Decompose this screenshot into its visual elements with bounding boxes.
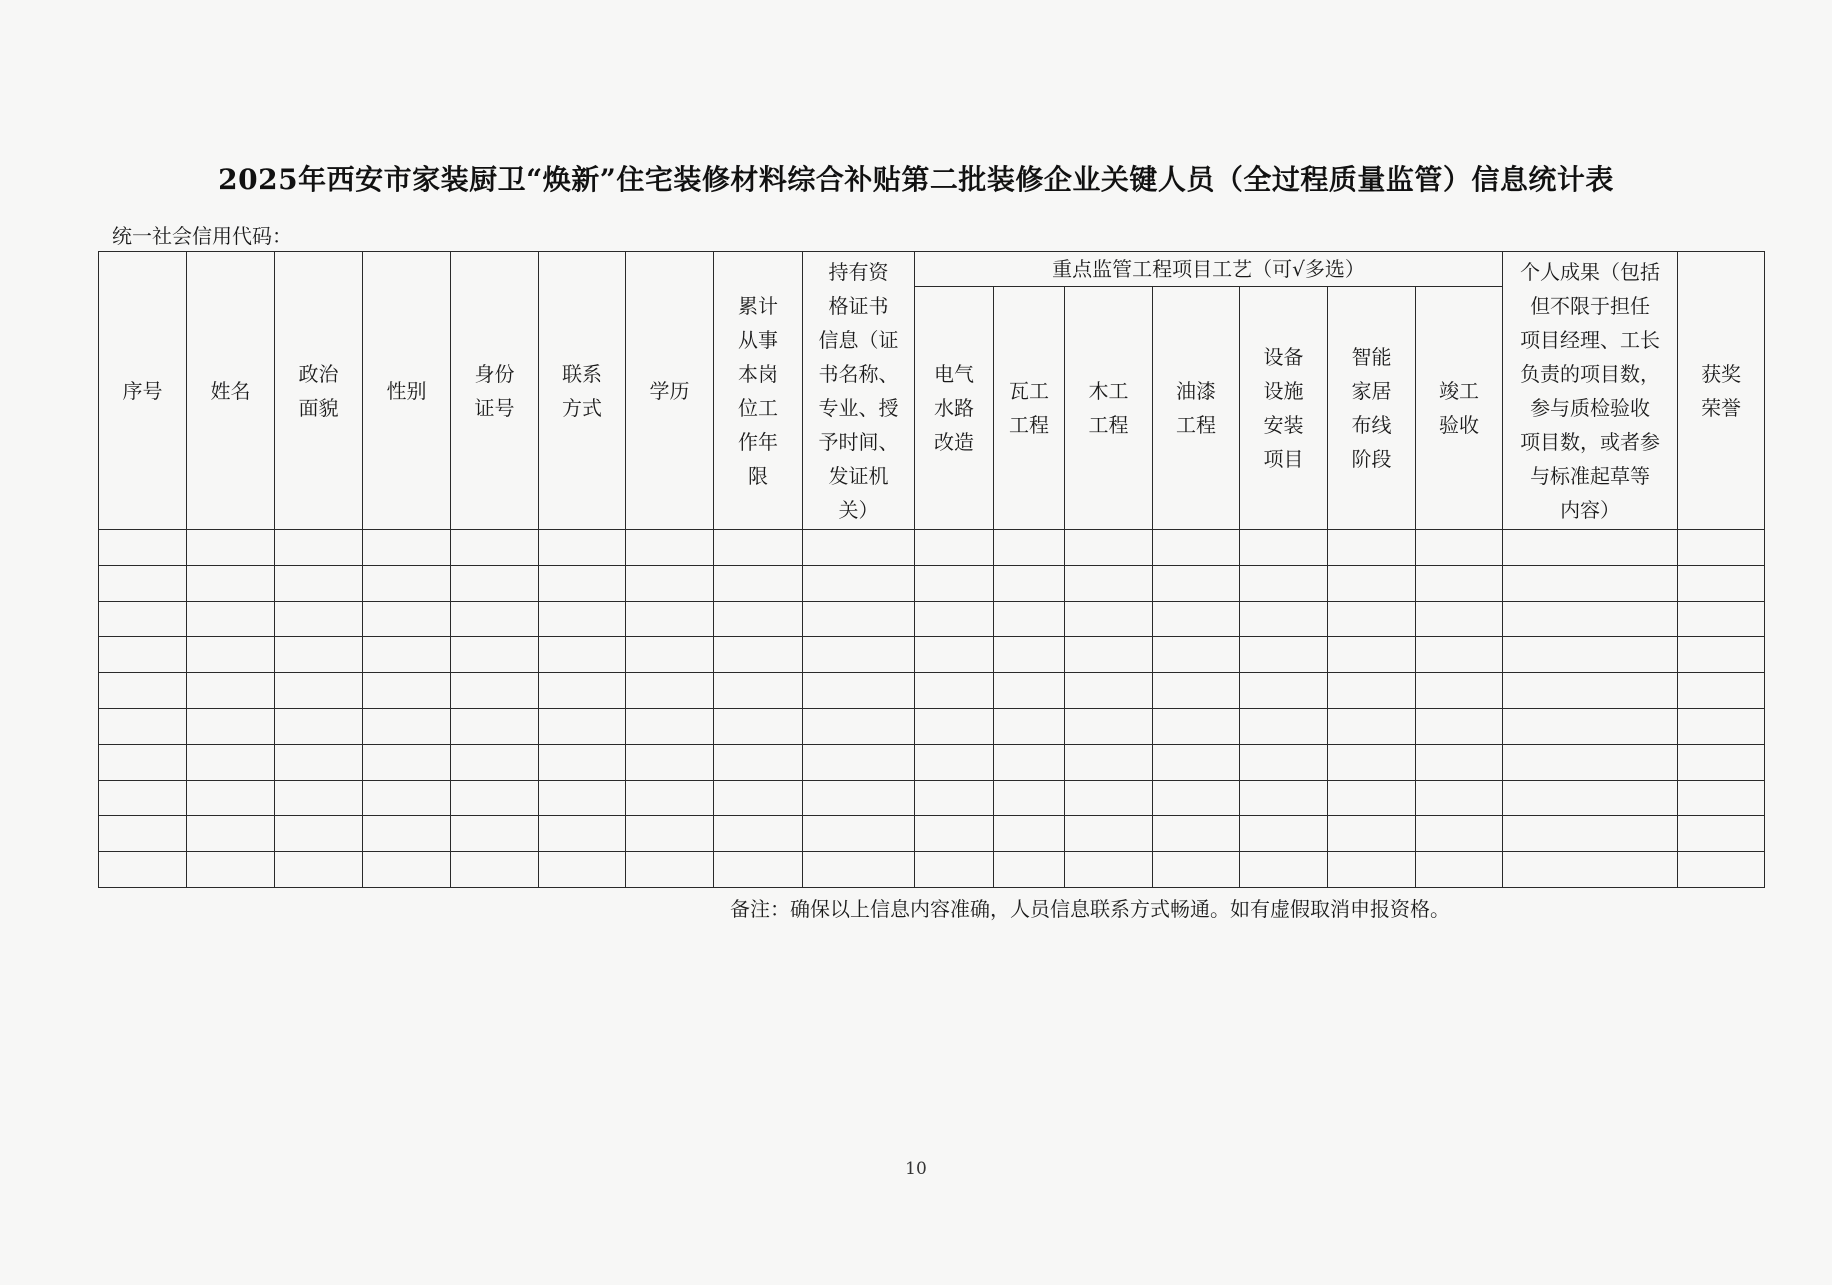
table-row (99, 601, 1765, 637)
table-cell[interactable] (626, 565, 714, 601)
col-header-education: 学历 (626, 252, 714, 530)
table-cell[interactable] (714, 852, 803, 888)
table-cell[interactable] (363, 780, 451, 816)
table-cell[interactable] (1503, 744, 1678, 780)
table-cell[interactable] (363, 530, 451, 566)
table-cell[interactable] (363, 744, 451, 780)
table-cell[interactable] (1153, 565, 1240, 601)
table-cell[interactable] (1240, 780, 1328, 816)
table-cell[interactable] (363, 708, 451, 744)
page-number: 10 (905, 1159, 927, 1179)
table-cell[interactable] (1328, 816, 1416, 852)
table-cell[interactable] (1153, 601, 1240, 637)
sub-header-carpentry: 木工 工程 (1065, 287, 1153, 530)
table-cell[interactable] (1065, 565, 1153, 601)
table-cell[interactable] (1240, 673, 1328, 709)
table-cell[interactable] (994, 780, 1065, 816)
table-cell[interactable] (1503, 852, 1678, 888)
table-cell[interactable] (1416, 637, 1503, 673)
table-cell[interactable] (187, 852, 275, 888)
table-cell[interactable] (539, 708, 626, 744)
table-cell[interactable] (1503, 780, 1678, 816)
table-cell[interactable] (1678, 744, 1765, 780)
table-cell[interactable] (915, 780, 994, 816)
table-cell[interactable] (187, 816, 275, 852)
table-cell[interactable] (1416, 708, 1503, 744)
table-cell[interactable] (626, 852, 714, 888)
table-cell[interactable] (363, 565, 451, 601)
table-cell[interactable] (1328, 530, 1416, 566)
table-cell[interactable] (451, 637, 539, 673)
table-row (99, 565, 1765, 601)
table-cell[interactable] (626, 780, 714, 816)
table-row (99, 708, 1765, 744)
table-cell[interactable] (803, 673, 915, 709)
sub-header-electrical-plumbing: 电气 水路 改造 (915, 287, 994, 530)
table-cell[interactable] (915, 565, 994, 601)
table-cell[interactable] (915, 708, 994, 744)
remark-note: 备注：确保以上信息内容准确，人员信息联系方式畅通。如有虚假取消申报资格。 (730, 897, 1450, 921)
table-cell[interactable] (1678, 637, 1765, 673)
table-cell[interactable] (1153, 708, 1240, 744)
table-cell[interactable] (363, 816, 451, 852)
table-cell[interactable] (99, 530, 187, 566)
table-cell[interactable] (1328, 852, 1416, 888)
table-cell[interactable] (803, 601, 915, 637)
table-cell[interactable] (1416, 530, 1503, 566)
table-cell[interactable] (451, 530, 539, 566)
table-cell[interactable] (1503, 816, 1678, 852)
table-cell[interactable] (803, 852, 915, 888)
sub-header-smart-home-wiring: 智能 家居 布线 阶段 (1328, 287, 1416, 530)
table-cell[interactable] (451, 565, 539, 601)
table-cell[interactable] (187, 637, 275, 673)
table-cell[interactable] (1416, 565, 1503, 601)
table-cell[interactable] (1678, 601, 1765, 637)
table-cell[interactable] (1328, 780, 1416, 816)
table-cell[interactable] (1328, 708, 1416, 744)
table-cell[interactable] (1678, 780, 1765, 816)
table-cell[interactable] (363, 637, 451, 673)
table-cell[interactable] (1240, 744, 1328, 780)
table-cell[interactable] (451, 744, 539, 780)
table-cell[interactable] (1678, 816, 1765, 852)
table-row (99, 744, 1765, 780)
table-cell[interactable] (99, 852, 187, 888)
table-cell[interactable] (187, 708, 275, 744)
col-header-name: 姓名 (187, 252, 275, 530)
table-cell[interactable] (803, 530, 915, 566)
table-row (99, 530, 1765, 566)
table-cell[interactable] (626, 816, 714, 852)
table-cell[interactable] (1503, 637, 1678, 673)
table-cell[interactable] (1240, 565, 1328, 601)
table-cell[interactable] (714, 780, 803, 816)
table-cell[interactable] (275, 530, 363, 566)
table-cell[interactable] (994, 637, 1065, 673)
table-cell[interactable] (1153, 744, 1240, 780)
table-cell[interactable] (99, 673, 187, 709)
table-cell[interactable] (1416, 852, 1503, 888)
table-cell[interactable] (451, 601, 539, 637)
table-cell[interactable] (1065, 744, 1153, 780)
table-cell[interactable] (275, 565, 363, 601)
table-body (99, 530, 1765, 888)
table-cell[interactable] (275, 744, 363, 780)
table-cell[interactable] (275, 780, 363, 816)
table-cell[interactable] (714, 673, 803, 709)
table-cell[interactable] (1416, 780, 1503, 816)
table-cell[interactable] (539, 744, 626, 780)
table-row (99, 816, 1765, 852)
table-cell[interactable] (187, 780, 275, 816)
document-title: 2025年西安市家装厨卫“焕新”住宅装修材料综合补贴第二批装修企业关键人员（全过程质量监管）信息统计表 (218, 163, 1614, 196)
table-cell[interactable] (99, 601, 187, 637)
table-cell[interactable] (99, 780, 187, 816)
table-cell[interactable] (915, 601, 994, 637)
table-row (99, 637, 1765, 673)
col-header-certificates: 持有资 格证书 信息（证 书名称、 专业、授 予时间、 发证机 关） (803, 252, 915, 530)
table-cell[interactable] (539, 816, 626, 852)
table-cell[interactable] (1153, 637, 1240, 673)
col-header-id-number: 身份 证号 (451, 252, 539, 530)
table-cell[interactable] (539, 530, 626, 566)
table-cell[interactable] (1240, 530, 1328, 566)
col-header-awards: 获奖 荣誉 (1678, 252, 1765, 530)
table-cell[interactable] (1153, 780, 1240, 816)
table-cell[interactable] (994, 565, 1065, 601)
table-cell[interactable] (626, 637, 714, 673)
table-header-row-1 (99, 252, 1765, 287)
table-cell[interactable] (1240, 637, 1328, 673)
sub-header-painting: 油漆 工程 (1153, 287, 1240, 530)
table-cell[interactable] (1153, 816, 1240, 852)
table-cell[interactable] (1065, 852, 1153, 888)
table-cell[interactable] (539, 637, 626, 673)
table-cell[interactable] (539, 673, 626, 709)
table-cell[interactable] (1328, 565, 1416, 601)
table-cell[interactable] (714, 708, 803, 744)
table-cell[interactable] (915, 852, 994, 888)
personnel-stats-table (98, 251, 1765, 888)
table-cell[interactable] (99, 565, 187, 601)
table-cell[interactable] (714, 565, 803, 601)
table-cell[interactable] (1416, 601, 1503, 637)
table-cell[interactable] (1503, 565, 1678, 601)
table-row (99, 852, 1765, 888)
table-cell[interactable] (626, 708, 714, 744)
table-cell[interactable] (187, 530, 275, 566)
col-header-serial: 序号 (99, 252, 187, 530)
table-cell[interactable] (99, 637, 187, 673)
table-cell[interactable] (994, 601, 1065, 637)
table-cell[interactable] (714, 744, 803, 780)
table-cell[interactable] (1328, 601, 1416, 637)
credit-code-label: 统一社会信用代码： (112, 224, 292, 248)
table-cell[interactable] (994, 673, 1065, 709)
table-cell[interactable] (1240, 601, 1328, 637)
table-cell[interactable] (1416, 816, 1503, 852)
table-cell[interactable] (275, 637, 363, 673)
table-cell[interactable] (915, 816, 994, 852)
col-header-personal-achievements: 个人成果（包括 但不限于担任 项目经理、工长 负责的项目数， 参与质检验收 项目数，或者参 与标准起草等 内容） (1503, 252, 1678, 530)
sub-header-completion-acceptance: 竣工 验收 (1416, 287, 1503, 530)
table-cell[interactable] (1328, 744, 1416, 780)
table-cell[interactable] (1416, 744, 1503, 780)
table-cell[interactable] (803, 565, 915, 601)
table-cell[interactable] (1065, 816, 1153, 852)
table-cell[interactable] (99, 816, 187, 852)
table-cell[interactable] (187, 673, 275, 709)
table-cell[interactable] (915, 637, 994, 673)
group-header-key-processes: 重点监管工程项目工艺（可√多选） (915, 252, 1503, 287)
table-cell[interactable] (363, 852, 451, 888)
table-cell[interactable] (187, 565, 275, 601)
table-cell[interactable] (1065, 530, 1153, 566)
table-cell[interactable] (1503, 530, 1678, 566)
table-cell[interactable] (803, 637, 915, 673)
table-cell[interactable] (451, 852, 539, 888)
col-header-gender: 性别 (363, 252, 451, 530)
table-cell[interactable] (275, 601, 363, 637)
table-cell[interactable] (626, 601, 714, 637)
table-cell[interactable] (626, 530, 714, 566)
table-cell[interactable] (803, 780, 915, 816)
table-cell[interactable] (803, 816, 915, 852)
table-cell[interactable] (99, 744, 187, 780)
table-cell[interactable] (539, 565, 626, 601)
table-cell[interactable] (1065, 708, 1153, 744)
table-cell[interactable] (626, 673, 714, 709)
table-cell[interactable] (275, 816, 363, 852)
table-cell[interactable] (1153, 530, 1240, 566)
table-cell[interactable] (1678, 530, 1765, 566)
table-cell[interactable] (99, 708, 187, 744)
table-cell[interactable] (714, 530, 803, 566)
table-cell[interactable] (275, 673, 363, 709)
table-cell[interactable] (915, 530, 994, 566)
table-cell[interactable] (1678, 708, 1765, 744)
table-cell[interactable] (1065, 673, 1153, 709)
table-cell[interactable] (994, 816, 1065, 852)
table-cell[interactable] (1328, 673, 1416, 709)
sub-header-tiling: 瓦工 工程 (994, 287, 1065, 530)
table-cell[interactable] (187, 601, 275, 637)
table-cell[interactable] (539, 780, 626, 816)
table-cell[interactable] (1240, 816, 1328, 852)
table-cell[interactable] (994, 530, 1065, 566)
table-cell[interactable] (1503, 673, 1678, 709)
table-cell[interactable] (803, 708, 915, 744)
table-cell[interactable] (994, 852, 1065, 888)
table-cell[interactable] (1503, 708, 1678, 744)
table-cell[interactable] (539, 852, 626, 888)
table-cell[interactable] (1153, 852, 1240, 888)
table-cell[interactable] (275, 852, 363, 888)
table-cell[interactable] (626, 744, 714, 780)
table-cell[interactable] (275, 708, 363, 744)
table-cell[interactable] (1416, 673, 1503, 709)
sub-header-equipment-installation: 设备 设施 安装 项目 (1240, 287, 1328, 530)
table-cell[interactable] (994, 744, 1065, 780)
table-cell[interactable] (1678, 852, 1765, 888)
table-row (99, 780, 1765, 816)
table-cell[interactable] (915, 673, 994, 709)
table-cell[interactable] (1065, 601, 1153, 637)
table-cell[interactable] (539, 601, 626, 637)
table-cell[interactable] (803, 744, 915, 780)
table-cell[interactable] (1678, 565, 1765, 601)
table-cell[interactable] (1678, 673, 1765, 709)
table-cell[interactable] (1503, 601, 1678, 637)
table-cell[interactable] (451, 780, 539, 816)
table-cell[interactable] (451, 708, 539, 744)
table-row (99, 673, 1765, 709)
col-header-contact: 联系 方式 (539, 252, 626, 530)
table-cell[interactable] (1153, 673, 1240, 709)
table-cell[interactable] (451, 816, 539, 852)
table-cell[interactable] (915, 744, 994, 780)
col-header-years-experience: 累计 从事 本岗 位工 作年 限 (714, 252, 803, 530)
table-cell[interactable] (994, 708, 1065, 744)
table-cell[interactable] (1240, 852, 1328, 888)
table-cell[interactable] (714, 816, 803, 852)
table-cell[interactable] (714, 637, 803, 673)
table-cell[interactable] (1240, 708, 1328, 744)
table-cell[interactable] (1065, 637, 1153, 673)
table-cell[interactable] (363, 601, 451, 637)
table-cell[interactable] (1328, 637, 1416, 673)
table-cell[interactable] (451, 673, 539, 709)
table-cell[interactable] (187, 744, 275, 780)
col-header-political-status: 政治 面貌 (275, 252, 363, 530)
table-cell[interactable] (1065, 780, 1153, 816)
table-cell[interactable] (363, 673, 451, 709)
table-cell[interactable] (714, 601, 803, 637)
